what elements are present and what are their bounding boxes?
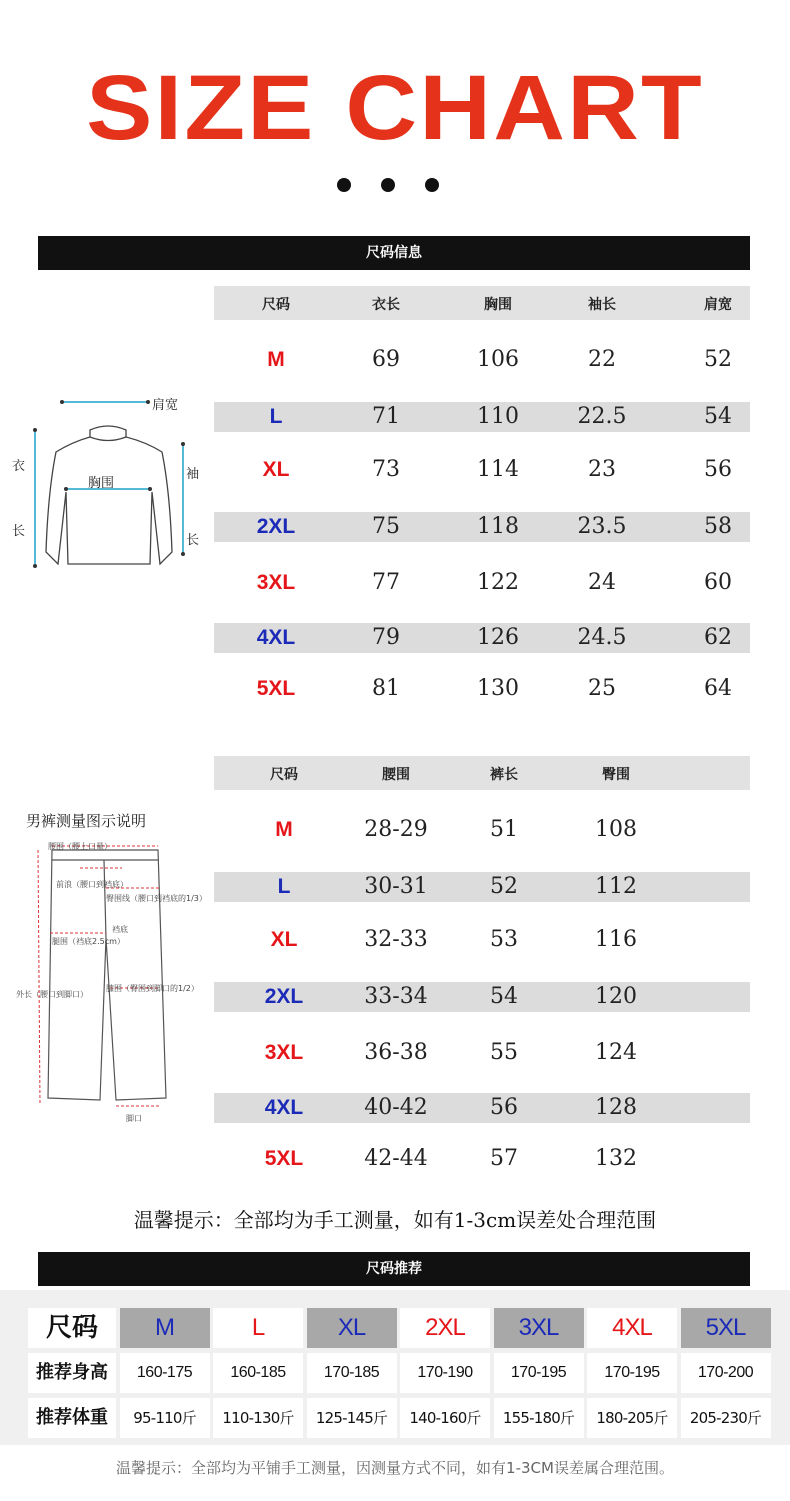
table-cell: 79 (372, 625, 400, 650)
table-cell: 126 (477, 625, 519, 650)
rec-size-header: L (213, 1308, 303, 1348)
table-cell: 71 (372, 404, 400, 429)
table-cell: 42-44 (364, 1146, 428, 1171)
table-cell: 30-31 (364, 874, 428, 899)
column-header: 臀围 (602, 767, 630, 783)
table-cell: 60 (704, 570, 732, 595)
rec-size-label: 尺码 (28, 1308, 116, 1348)
size-label: L (277, 875, 291, 898)
chest-label: 胸围 (88, 476, 115, 491)
rec-weight-value: 95-110斤 (120, 1398, 210, 1438)
table-cell: 116 (595, 927, 637, 952)
rec-size-header: M (120, 1308, 210, 1348)
hem-note: 脚口 (126, 1114, 142, 1123)
table-cell: 55 (490, 1040, 518, 1065)
length-label-top: 衣 (12, 459, 26, 474)
table-cell: 23 (588, 457, 616, 482)
table-cell: 128 (595, 1095, 637, 1120)
table-cell: 73 (372, 457, 400, 482)
table-cell: 114 (477, 457, 519, 482)
rec-height-label: 推荐身高 (28, 1353, 116, 1393)
table-cell: 108 (595, 817, 637, 842)
rec-height-value: 170-190 (400, 1353, 490, 1393)
crotch-note: 裆底 (112, 925, 128, 934)
decorative-dots (337, 178, 439, 192)
dot (425, 178, 439, 192)
table-cell: 75 (372, 514, 400, 539)
table-cell: 81 (372, 676, 400, 701)
table-cell: 56 (704, 457, 732, 482)
sleeve-label-top: 袖 (186, 467, 200, 482)
rec-size-header: 4XL (587, 1308, 677, 1348)
size-label: XL (262, 458, 290, 481)
column-header: 尺码 (262, 297, 290, 313)
outseam-note: 外长（腰口到脚口） (16, 990, 88, 999)
table-cell: 130 (477, 676, 519, 701)
rec-height-value: 160-175 (120, 1353, 210, 1393)
table-cell: 33-34 (364, 984, 428, 1009)
size-label: L (269, 405, 283, 428)
rec-size-header: 3XL (494, 1308, 584, 1348)
rec-height-value: 170-200 (681, 1353, 771, 1393)
column-header: 裤长 (490, 767, 518, 783)
table-cell: 22 (588, 347, 616, 372)
rec-size-header: 2XL (400, 1308, 490, 1348)
table-cell: 118 (477, 514, 519, 539)
front-rise-note: 前浪（腰口到裆底） (56, 880, 128, 889)
size-info-bar: 尺码信息 (38, 236, 750, 270)
size-label: 2XL (264, 985, 304, 1008)
rec-weight-value: 155-180斤 (494, 1398, 584, 1438)
column-header: 胸围 (484, 297, 512, 313)
table-cell: 57 (490, 1146, 518, 1171)
rec-height-value: 170-195 (494, 1353, 584, 1393)
table-cell: 24 (588, 570, 616, 595)
pants-size-table (214, 756, 750, 1186)
size-label: XL (270, 928, 298, 951)
table-cell: 25 (588, 676, 616, 701)
table-cell: 56 (490, 1095, 518, 1120)
size-label: 2XL (256, 515, 296, 538)
rec-height-value: 170-195 (587, 1353, 677, 1393)
column-header: 袖长 (588, 297, 616, 313)
table-cell: 122 (477, 570, 519, 595)
table-cell: 54 (490, 984, 518, 1009)
rec-weight-label: 推荐体重 (28, 1398, 116, 1438)
table-cell: 40-42 (364, 1095, 428, 1120)
table-cell: 132 (595, 1146, 637, 1171)
rec-height-value: 160-185 (213, 1353, 303, 1393)
table-cell: 53 (490, 927, 518, 952)
table-cell: 52 (490, 874, 518, 899)
size-label: 5XL (264, 1147, 304, 1170)
size-label: 3XL (264, 1041, 304, 1064)
table-cell: 52 (704, 347, 732, 372)
page-title: SIZE CHART (86, 57, 704, 159)
rec-size-header: XL (307, 1308, 397, 1348)
table-cell: 24.5 (577, 625, 627, 650)
size-recommendation-table (0, 1290, 790, 1445)
rec-weight-value: 205-230斤 (681, 1398, 771, 1438)
dot (337, 178, 351, 192)
table-cell: 23.5 (577, 514, 627, 539)
table-cell: 69 (372, 347, 400, 372)
table-cell: 120 (595, 984, 637, 1009)
shirt-sketch (20, 392, 210, 577)
thigh-note: 腿围（裆底2.5cm） (52, 937, 125, 946)
column-header: 尺码 (270, 767, 298, 783)
column-header: 衣长 (372, 297, 400, 313)
waist-note: 腰围（腰上口量） (48, 842, 112, 851)
rec-weight-value: 125-145斤 (307, 1398, 397, 1438)
table-cell: 106 (477, 347, 519, 372)
size-label: 4XL (264, 1096, 304, 1119)
size-label: 5XL (256, 677, 296, 700)
table-cell: 124 (595, 1040, 637, 1065)
measurement-note: 温馨提示：全部均为手工测量，如有1-3cm误差处合理范围 (133, 1208, 657, 1232)
size-label: M (267, 348, 285, 371)
rec-size-header: 5XL (681, 1308, 771, 1348)
table-cell: 54 (704, 404, 732, 429)
table-cell: 36-38 (364, 1040, 428, 1065)
shoulder-label: 肩宽 (152, 398, 179, 413)
table-cell: 32-33 (364, 927, 428, 952)
size-label: M (275, 818, 293, 841)
sleeve-label-bottom: 长 (186, 533, 200, 548)
table-cell: 51 (490, 817, 518, 842)
table-cell: 77 (372, 570, 400, 595)
rec-weight-value: 180-205斤 (587, 1398, 677, 1438)
size-label: 3XL (256, 571, 296, 594)
back-rise-note: 臀围线（腰口到裆底的1/3） (106, 894, 207, 903)
rec-weight-value: 110-130斤 (213, 1398, 303, 1438)
table-cell: 58 (704, 514, 732, 539)
table-cell: 112 (595, 874, 637, 899)
table-cell: 62 (704, 625, 732, 650)
column-header: 肩宽 (704, 297, 732, 313)
footnote: 温馨提示：全部均为平铺手工测量，因测量方式不同，如有1-3CM误差属合理范围。 (116, 1459, 674, 1477)
size-label: 4XL (256, 626, 296, 649)
table-cell: 22.5 (577, 404, 627, 429)
length-label-bottom: 长 (12, 524, 26, 539)
shirt-size-table (214, 286, 750, 716)
knee-note: 膝围（臀围到脚口的1/2） (106, 984, 199, 993)
column-header: 腰围 (382, 767, 410, 783)
rec-weight-value: 140-160斤 (400, 1398, 490, 1438)
rec-height-value: 170-185 (307, 1353, 397, 1393)
table-cell: 28-29 (364, 817, 428, 842)
size-recommend-bar: 尺码推荐 (38, 1252, 750, 1286)
table-cell: 64 (704, 676, 732, 701)
dot (381, 178, 395, 192)
pants-sketch-caption: 男裤测量图示说明 (26, 812, 147, 830)
table-cell: 110 (477, 404, 519, 429)
